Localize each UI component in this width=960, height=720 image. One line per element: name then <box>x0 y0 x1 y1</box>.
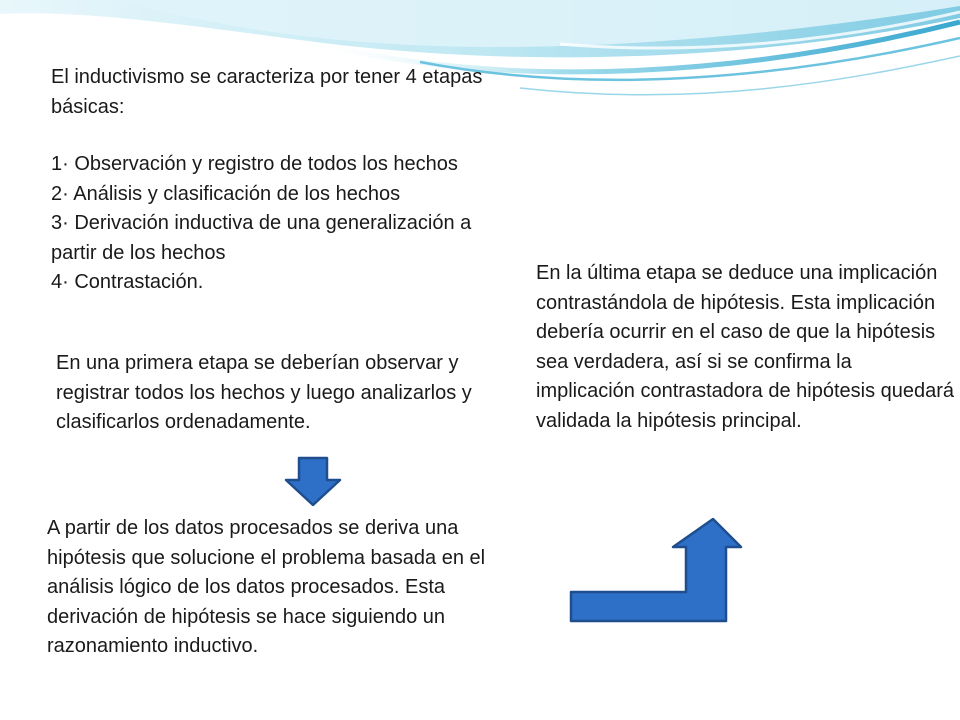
stage-item: 1· Observación y registro de todos los hechos <box>51 153 458 175</box>
last-stage-text: En la última etapa se deduce una implicación contrastándola de hipótesis. Esta implicación debería ocurrir en el caso de que la hipótesis sea verdadera, así si se confirma la implicación contrastadora de hipótesis quedará validada la hipótesis principal. <box>536 262 955 432</box>
intro-text: El inductivismo se caracteriza por tener 4 etapas básicas: <box>51 66 483 118</box>
bent-up-arrow-icon <box>566 514 746 626</box>
first-stage-text: En una primera etapa se deberían observar y registrar todos los hechos y luego analizarlos y clasificarlos ordenadamente. <box>56 352 472 433</box>
stage-item: 4· Contrastación. <box>51 271 204 293</box>
stage-item: 2· Análisis y clasificación de los hechos <box>51 182 401 205</box>
down-arrow-icon <box>283 456 343 508</box>
stages-list <box>51 150 491 298</box>
derivation-text: A partir de los datos procesados se deriva una hipótesis que solucione el problema basada en el análisis lógico de los datos procesados. Esta derivación de hipótesis se hace siguiendo un razonamiento inductivo. <box>47 517 486 657</box>
stage-item: 3· Derivación inductiva de una generalización a partir de los hechos <box>51 212 472 264</box>
